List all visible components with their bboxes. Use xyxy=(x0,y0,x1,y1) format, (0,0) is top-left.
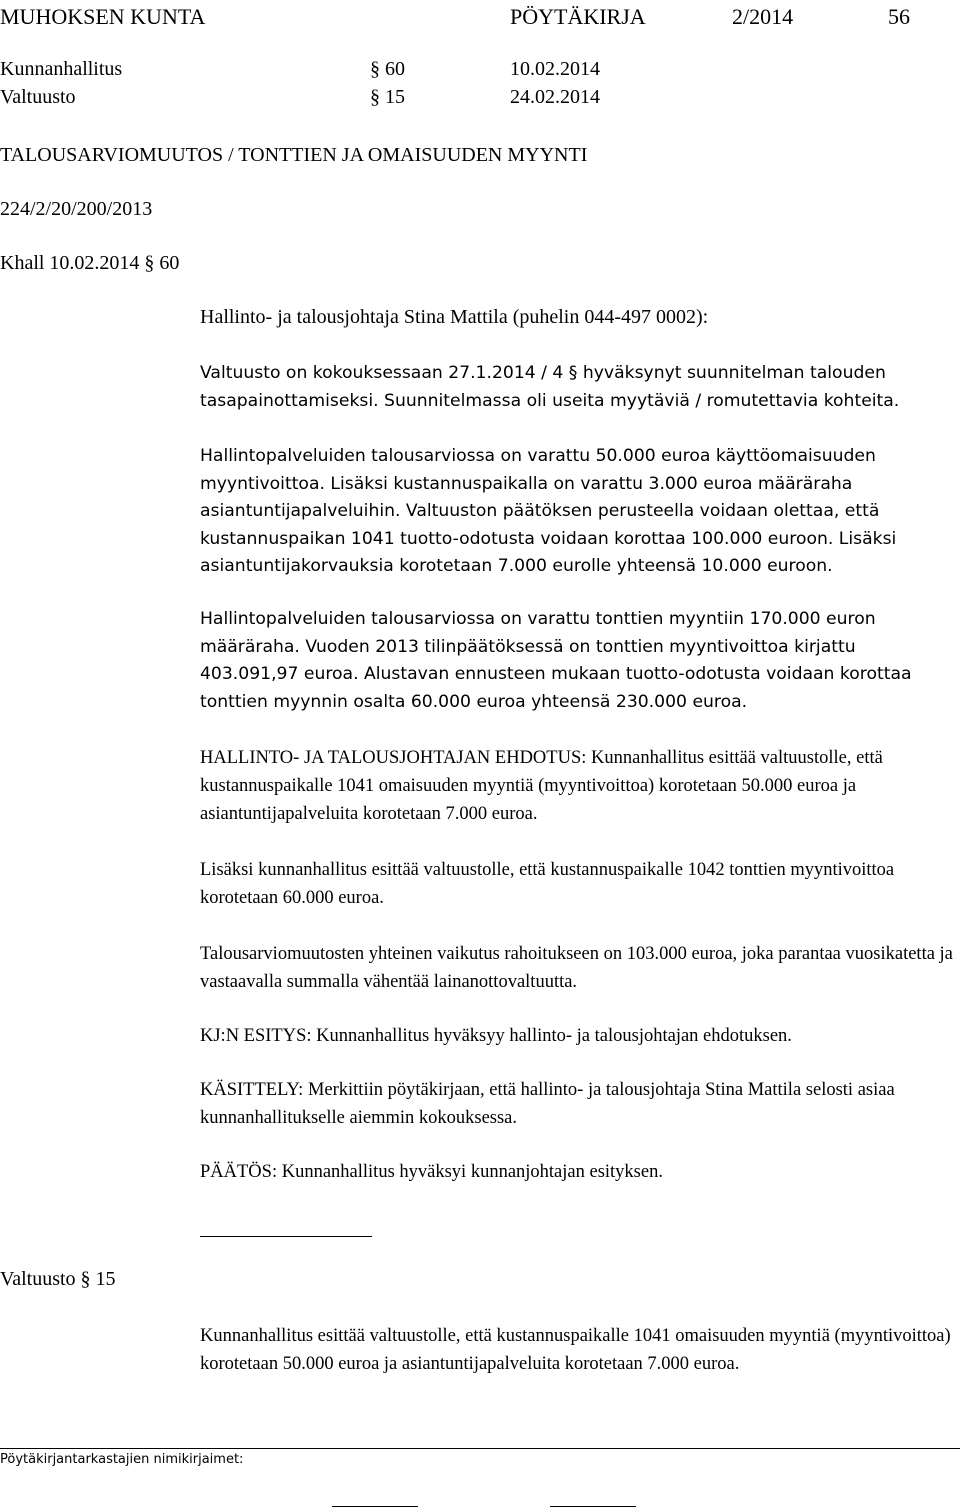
record-id: 224/2/20/200/2013 xyxy=(0,198,153,220)
signature-line xyxy=(332,1506,418,1507)
paragraph-effect xyxy=(200,940,956,996)
paragraph: Lisäksi kunnanhallitus esittää valtuustolle, että kustannuspaikalle 1042 tonttien myyntivoittoa korotetaan 60.000 euroa. xyxy=(200,860,895,908)
section-separator xyxy=(200,1236,372,1237)
valtuusto-label: Valtuusto § 15 xyxy=(0,1268,116,1290)
paragraph-plots xyxy=(200,606,956,716)
paragraph: KJ:N ESITYS: Kunnanhallitus hyväksyy hallinto- ja talousjohtajan ehdotuksen. xyxy=(200,1026,792,1046)
paragraph: Hallintopalveluiden talousarviossa on varattu 50.000 euroa käyttöomaisuuden myyntivoittoa. Lisäksi kustannuspaikalla on varattu 3.000 euroa määräraha asiantuntijapalveluihin. Valtuuston päätöksen perusteella voidaan olettaa, että kustannuspaikan 1041 tuotto-odotusta voidaan korottaa 100.000 euroon. Lisäksi asiantuntijakorvauksia korotetaan 7.000 eurolle yhteensä 10.000 euroon. xyxy=(200,446,897,576)
valtuusto-text xyxy=(200,1322,956,1378)
footer-rule xyxy=(0,1448,960,1449)
paragraph: Talousarviomuutosten yhteinen vaikutus rahoitukseen on 103.000 euroa, joka parantaa vuosikatetta ja vastaavalla summalla vähentää lainanottovaltuutta. xyxy=(200,944,953,992)
paragraph-kj-proposal xyxy=(200,1022,956,1050)
paragraph-handling xyxy=(200,1076,956,1132)
meeting-ref-date: 10.02.2014 xyxy=(510,58,600,80)
signature-line xyxy=(550,1506,636,1507)
paragraph: KÄSITTELY: Merkittiin pöytäkirjaan, että hallinto- ja talousjohtaja Stina Mattila selosti asiaa kunnanhallitukselle aiemmin kokouksessa. xyxy=(200,1080,895,1128)
meeting-ref-date: 24.02.2014 xyxy=(510,86,600,108)
document-number: 2/2014 xyxy=(732,4,794,29)
paragraph-decision xyxy=(200,1158,956,1186)
page-number: 56 xyxy=(888,4,910,29)
meeting-ref-body: Kunnanhallitus xyxy=(0,58,123,80)
municipality-name: MUHOKSEN KUNTA xyxy=(0,4,206,29)
footer-label: Pöytäkirjantarkastajien nimikirjaimet: xyxy=(0,1452,244,1467)
item-title: TALOUSARVIOMUUTOS / TONTTIEN JA OMAISUUDEN MYYNTI xyxy=(0,144,588,166)
paragraph: PÄÄTÖS: Kunnanhallitus hyväksyi kunnanjohtajan esityksen. xyxy=(200,1162,663,1182)
meeting-ref-body: Valtuusto xyxy=(0,86,76,108)
paragraph: Valtuusto on kokouksessaan 27.1.2014 / 4 § hyväksynyt suunnitelman talouden tasapainottamiseksi. Suunnitelmassa oli useita myytäviä / romutettavia kohteita. xyxy=(200,363,900,411)
meeting-ref-section: § 15 xyxy=(370,86,405,108)
document-type: PÖYTÄKIRJA xyxy=(510,4,646,29)
khall-reference: Khall 10.02.2014 § 60 xyxy=(0,252,180,274)
presenter-line: Hallinto- ja talousjohtaja Stina Mattila (puhelin 044-497 0002): xyxy=(200,306,709,328)
paragraph: Kunnanhallitus esittää valtuustolle, että kustannuspaikalle 1041 omaisuuden myyntiä (myyntivoittoa) korotetaan 50.000 euroa ja asiantuntijapalveluita korotetaan 7.000 euroa. xyxy=(200,1326,951,1374)
meeting-ref-section: § 60 xyxy=(370,58,405,80)
paragraph-proposal xyxy=(200,744,956,828)
paragraph: HALLINTO- JA TALOUSJOHTAJAN EHDOTUS: Kunnanhallitus esittää valtuustolle, että kustannuspaikalle 1041 omaisuuden myyntiä (myyntivoittoa) korotetaan 50.000 euroa ja asiantuntijapalveluita korotetaan 7.000 euroa. xyxy=(200,748,883,824)
paragraph: Hallintopalveluiden talousarviossa on varattu tonttien myyntiin 170.000 euron määräraha. Vuoden 2013 tilinpäätöksessä on tonttien myyntivoittoa kirjattu 403.091,97 euroa. Alustavan ennusteen mukaan tuotto-odotusta voidaan korottaa tonttien myynnin osalta 60.000 euroa yhteensä 230.000 euroa. xyxy=(200,609,912,712)
paragraph-additional xyxy=(200,856,956,912)
paragraph-budget xyxy=(200,443,956,581)
paragraph-background xyxy=(200,360,956,415)
